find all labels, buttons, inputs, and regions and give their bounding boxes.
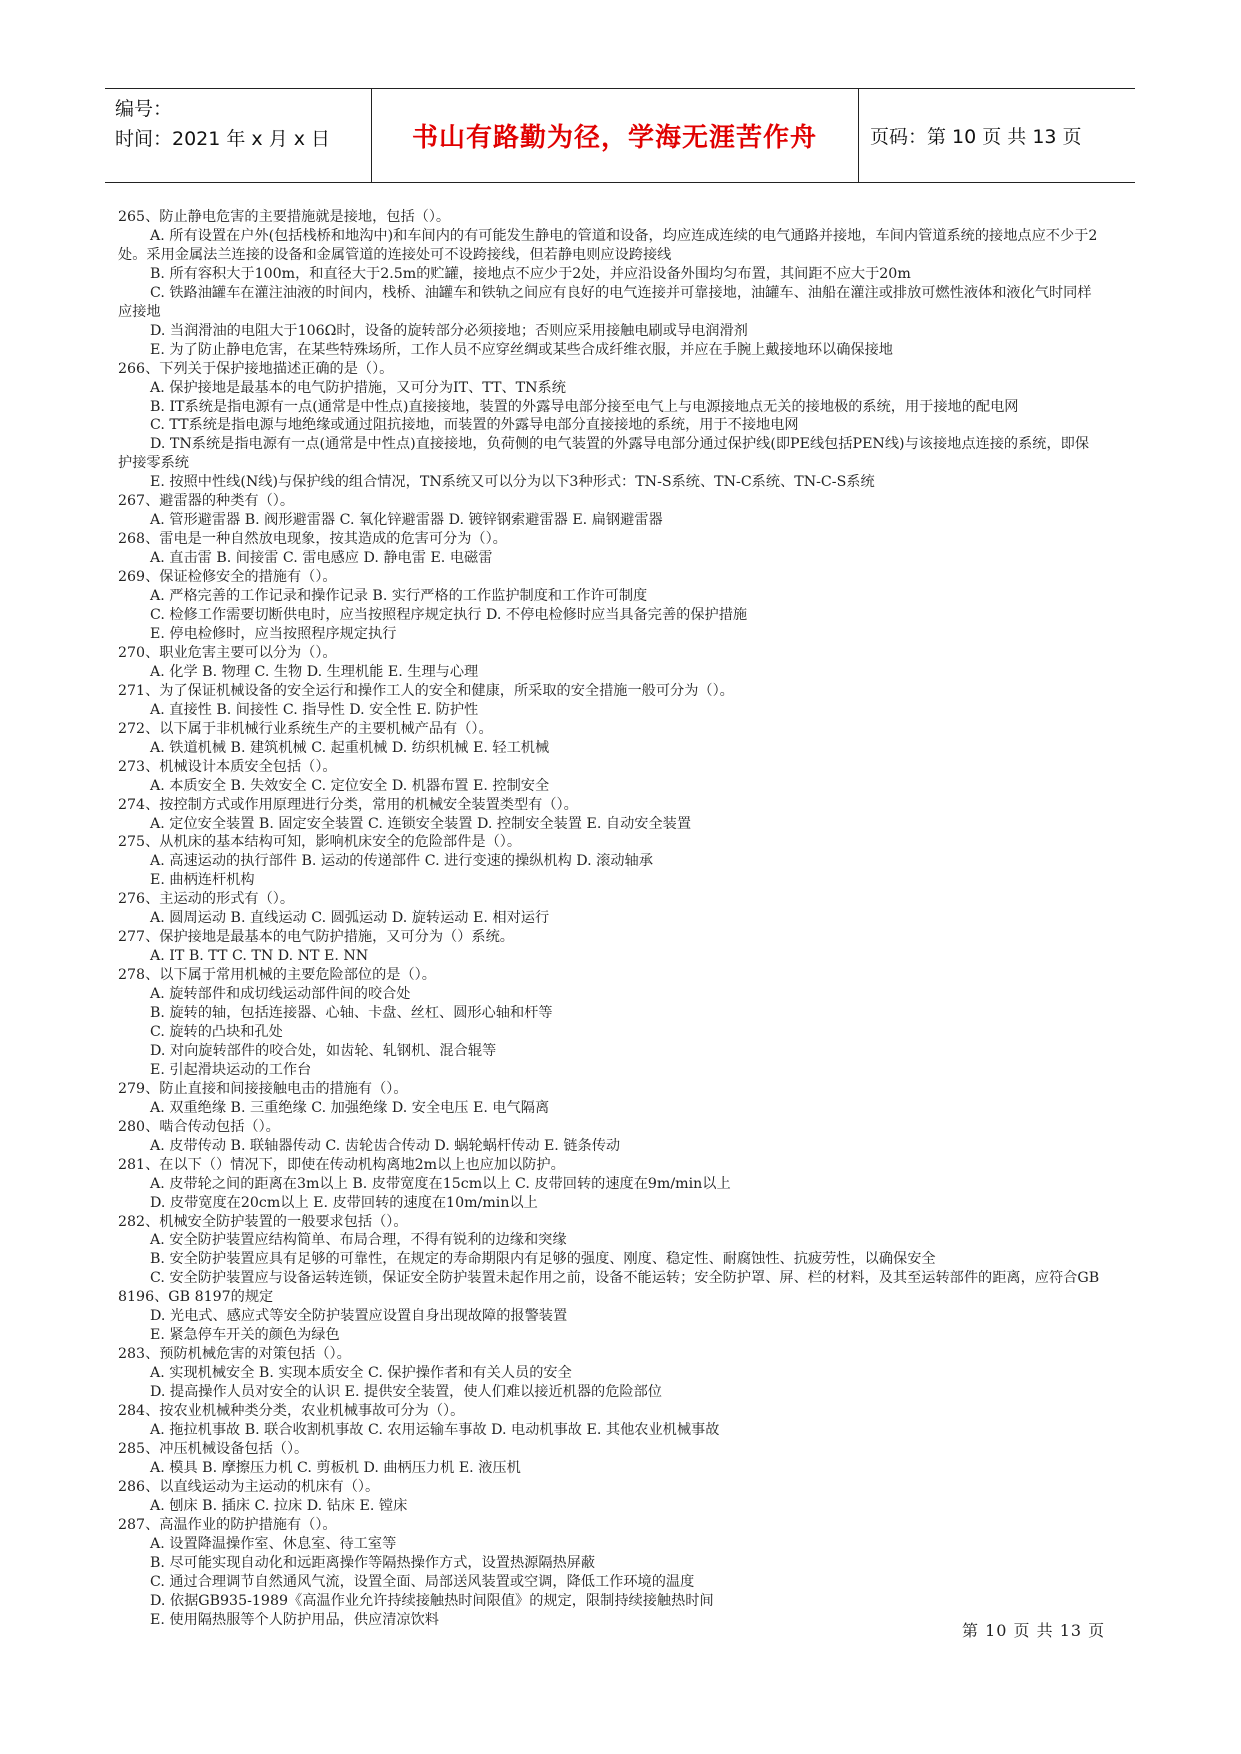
question-stem: 279、防止直接和间接接触电击的措施有（）。 (118, 1080, 408, 1097)
question-options: A. 设置降温操作室、休息室、待工室等 (150, 1535, 397, 1552)
question-options: A. 拖拉机事故 B. 联合收割机事故 C. 农用运输车事故 D. 电动机事故 E. 其他农业机械事故 (150, 1422, 720, 1438)
question-stem: 274、按控制方式或作用原理进行分类，常用的机械安全装置类型有（）。 (118, 796, 578, 813)
question-stem: 283、预防机械危害的对策包括（）。 (118, 1346, 351, 1363)
page-footer-number: 第 10 页 共 13 页 (962, 1621, 1106, 1640)
question-options: A. 直击雷 B. 间接雷 C. 雷电感应 D. 静电雷 E. 电磁雷 (150, 550, 493, 567)
question-options: A. 定位安全装置 B. 固定安全装置 C. 连锁安全装置 D. 控制安全装置 E. 自动安全装置 (150, 815, 692, 832)
question-stem: 287、高温作业的防护措施有（）。 (118, 1516, 337, 1533)
question-options: D. 皮带宽度在20cm以上 E. 皮带回转的速度在10m/min以上 (150, 1194, 538, 1211)
question-options: A. IT B. TT C. TN D. NT E. NN (150, 948, 369, 965)
question-stem: 272、以下属于非机械行业系统生产的主要机械产品有（）。 (118, 720, 493, 737)
question-options: A. 本质安全 B. 失效安全 C. 定位安全 D. 机器布置 E. 控制安全 (150, 777, 550, 794)
document-number-label: 编号： (115, 98, 173, 120)
question-options: E. 曲柄连杆机构 (150, 872, 255, 889)
document-time: 时间：2021 年 x 月 x 日 (115, 128, 331, 150)
question-stem: 280、啮合传动包括（）。 (118, 1118, 280, 1135)
header-divider-right (858, 88, 859, 182)
question-options: B. 安全防护装置应具有足够的可靠性，在规定的寿命期限内有足够的强度、刚度、稳定性、耐腐蚀性、抗疲劳性，以确保安全 (150, 1251, 936, 1268)
question-options: B. 旋转的轴，包括连接器、心轴、卡盘、丝杠、圆形心轴和杆等 (150, 1005, 553, 1022)
question-options: A. 所有设置在户外(包括栈桥和地沟中)和车间内的有可能发生静电的管道和设备，均应连成连续的电气通路并接地，车间内管道系统的接地点应不少于2 (150, 227, 1098, 244)
question-stem: 278、以下属于常用机械的主要危险部位的是（）。 (118, 967, 436, 984)
question-options: D. 当润滑油的电阻大于106Ω时，设备的旋转部分必须接地；否则应采用接触电刷或导电润滑剂 (150, 322, 748, 339)
question-options: A. 实现机械安全 B. 实现本质安全 C. 保护操作者和有关人员的安全 (150, 1365, 572, 1382)
question-options: A. 直接性 B. 间接性 C. 指导性 D. 安全性 E. 防护性 (150, 701, 479, 718)
question-options: B. 尽可能实现自动化和远距离操作等隔热操作方式，设置热源隔热屏蔽 (150, 1554, 596, 1571)
question-stem: 269、保证检修安全的措施有（）。 (118, 569, 337, 586)
question-options: A. 刨床 B. 插床 C. 拉床 D. 钻床 E. 镗床 (150, 1497, 408, 1514)
question-stem: 273、机械设计本质安全包括（）。 (118, 758, 337, 775)
question-options: A. 化学 B. 物理 C. 生物 D. 生理机能 E. 生理与心理 (150, 663, 479, 680)
question-options: A. 模具 B. 摩擦压力机 C. 剪板机 D. 曲柄压力机 E. 液压机 (150, 1459, 521, 1476)
question-stem: 271、为了保证机械设备的安全运行和操作工人的安全和健康，所采取的安全措施一般可分为（）。 (118, 682, 734, 699)
question-options: B. 所有容积大于100m，和直径大于2.5m的贮罐，接地点不应少于2处，并应沿设备外围均匀布置，其间距不应大于20m (150, 265, 911, 282)
question-options: A. 高速运动的执行部件 B. 运动的传递部件 C. 进行变速的操纵机构 D. 滚动轴承 (150, 853, 653, 870)
question-stem: 266、下列关于保护接地描述正确的是（）。 (118, 360, 394, 377)
question-options: E. 为了防止静电危害，在某些特殊场所，工作人员不应穿丝绸或某些合成纤维衣服，并应在手腕上戴接地环以确保接地 (150, 341, 893, 358)
question-options: A. 圆周运动 B. 直线运动 C. 圆弧运动 D. 旋转运动 E. 相对运行 (150, 910, 550, 927)
question-options: A. 旋转部件和成切线运动部件间的咬合处 (150, 986, 411, 1003)
question-options: C. 通过合理调节自然通风气流，设置全面、局部送风装置或空调，降低工作环境的温度 (150, 1573, 695, 1590)
question-options: A. 铁道机械 B. 建筑机械 C. 起重机械 D. 纺织机械 E. 轻工机械 (150, 739, 550, 756)
question-options: D. TN系统是指电源有一点(通常是中性点)直接接地，负荷侧的电气装置的外露导电部分通过保护线(即PE线包括PEN线)与该接地点连接的系统，即保 (150, 436, 1090, 453)
question-options: A. 保护接地是最基本的电气防护措施，又可分为IT、TT、TN系统 (150, 379, 566, 396)
question-options: A. 严格完善的工作记录和操作记录 B. 实行严格的工作监护制度和工作许可制度 (150, 588, 648, 605)
question-options: E. 紧急停车开关的颜色为绿色 (150, 1327, 340, 1344)
question-options: A. 管形避雷器 B. 阀形避雷器 C. 氧化锌避雷器 D. 镀锌钢索避雷器 E. 扁钢避雷器 (150, 512, 663, 529)
question-options: E. 引起滑块运动的工作台 (150, 1061, 312, 1078)
question-stem: 282、机械安全防护装置的一般要求包括（）。 (118, 1213, 408, 1230)
text-continuation: 护接零系统 (118, 455, 189, 472)
text-continuation: 处。采用金属法兰连接的设备和金属管道的连接处可不设跨接线，但若静电则应设跨接线 (118, 246, 672, 263)
question-options: E. 按照中性线(N线)与保护线的组合情况，TN系统又可以分为以下3种形式：TN-S系统、TN-C系统、TN-C-S系统 (150, 474, 875, 491)
header-meta (115, 94, 330, 154)
question-stem: 286、以直线运动为主运动的机床有（）。 (118, 1478, 380, 1495)
question-list (118, 208, 1128, 1629)
question-options: C. TT系统是指电源与地绝缘或通过阻抗接地，而装置的外露导电部分直接接地的系统，用于不接地电网 (150, 417, 799, 434)
question-stem: 275、从机床的基本结构可知，影响机床安全的危险部件是（）。 (118, 834, 522, 851)
question-options: D. 提高操作人员对安全的认识 E. 提供安全装置，使人们难以接近机器的危险部位 (150, 1384, 662, 1401)
header-page-number: 页码：第 10 页 共 13 页 (870, 125, 1082, 148)
question-options: A. 双重绝缘 B. 三重绝缘 C. 加强绝缘 D. 安全电压 E. 电气隔离 (150, 1099, 550, 1116)
question-stem: 276、主运动的形式有（）。 (118, 891, 295, 908)
question-options: E. 停电检修时，应当按照程序规定执行 (150, 625, 397, 642)
header-bottom-rule (105, 182, 1135, 183)
question-stem: 270、职业危害主要可以分为（）。 (118, 644, 337, 661)
page-header (105, 88, 1135, 182)
question-options: C. 旋转的凸块和孔处 (150, 1023, 283, 1040)
question-options: E. 使用隔热服等个人防护用品，供应清凉饮料 (150, 1611, 439, 1628)
question-options: A. 皮带传动 B. 联轴器传动 C. 齿轮齿合传动 D. 蜗轮蜗杆传动 E. 链条传动 (150, 1137, 621, 1154)
question-options: C. 安全防护装置应与设备运转连锁，保证安全防护装置未起作用之前，设备不能运转；安全防护罩、屏、栏的材料，及其至运转部件的距离，应符合GB (150, 1270, 1100, 1287)
question-options: C. 铁路油罐车在灌注油液的时间内，栈桥、油罐车和铁轨之间应有良好的电气连接并可靠接地，油罐车、油船在灌注或排放可燃性液体和液化气时同样 (150, 284, 1092, 301)
question-stem: 268、雷电是一种自然放电现象，按其造成的危害可分为（）。 (118, 531, 507, 548)
question-options: B. IT系统是指电源有一点(通常是中性点)直接接地，装置的外露导电部分接至电气上与电源接地点无关的接地极的系统，用于接地的配电网 (150, 398, 1019, 415)
question-options: D. 依据GB935-1989《高温作业允许持续接触热时间限值》的规定，限制持续接触热时间 (150, 1592, 714, 1609)
question-stem: 265、防止静电危害的主要措施就是接地，包括（）。 (118, 209, 451, 225)
question-stem: 285、冲压机械设备包括（）。 (118, 1440, 309, 1457)
text-continuation: 8196、GB 8197的规定 (118, 1289, 274, 1306)
question-options: A. 安全防护装置应结构简单、布局合理，不得有锐利的边缘和突缘 (150, 1232, 567, 1249)
question-stem: 284、按农业机械种类分类，农业机械事故可分为（）。 (118, 1403, 465, 1420)
question-options: D. 对向旋转部件的咬合处，如齿轮、轧钢机、混合辊等 (150, 1042, 497, 1059)
question-options: D. 光电式、感应式等安全防护装置应设置自身出现故障的报警装置 (150, 1308, 568, 1325)
question-options: A. 皮带轮之间的距离在3m以上 B. 皮带宽度在15cm以上 C. 皮带回转的速度在9m/min以上 (150, 1175, 731, 1192)
question-stem: 281、在以下（）情况下，即使在传动机构离地2m以上也应加以防护。 (118, 1156, 565, 1173)
question-stem: 277、保护接地是最基本的电气防护措施，又可分为（）系统。 (118, 929, 514, 946)
text-continuation: 应接地 (118, 303, 161, 320)
question-stem: 267、避雷器的种类有（）。 (118, 493, 295, 510)
header-motto: 书山有路勤为径，学海无涯苦作舟 (411, 122, 817, 153)
question-options: C. 检修工作需要切断供电时，应当按照程序规定执行 D. 不停电检修时应当具备完善的保护措施 (150, 607, 748, 624)
